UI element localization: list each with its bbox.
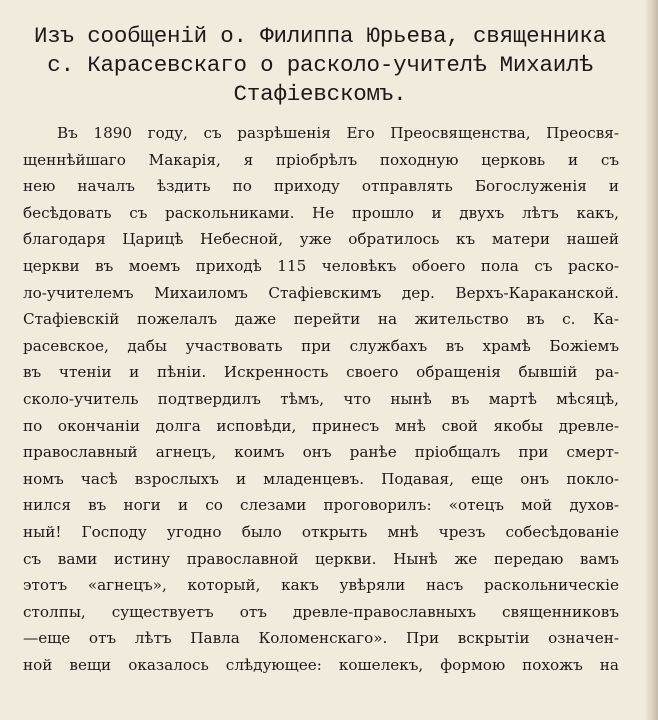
title-line: Стафіевскомъ.: [233, 81, 407, 107]
body-line: въ чтеніи и пѣніи. Искренность своего обращенія бывшій ра-: [23, 363, 619, 382]
body-line: по окончаніи долга исповѣди, принесъ мнѣ свой якобы древле-: [23, 416, 619, 435]
body-line: —еще отъ лѣтъ Павла Коломенскаго». При вскрытіи означен-: [23, 629, 619, 648]
body-line: нею началъ ѣздить по приходу отправлять Богослуженія и: [23, 177, 619, 196]
body-line: благодаря Царицѣ Небесной, уже обратилось къ матери нашей: [23, 230, 619, 249]
body-line: ной вещи оказалось слѣдующее: кошелекъ, формою похожъ на: [23, 655, 619, 674]
body-line: бесѣдовать съ раскольниками. Не прошло и двухъ лѣтъ какъ,: [23, 203, 619, 222]
body-line: ло-учителемъ Михаиломъ Стафіевскимъ дер. Верхъ-Караканской.: [23, 283, 619, 302]
body-line: расевское, дабы участвовать при службахъ въ храмѣ Божіемъ: [23, 336, 619, 355]
body-line: Въ 1890 году, съ разрѣшенія Его Преосвященства, Преосвя-: [57, 124, 619, 142]
body-line: съ вами истину православной церкви. Нынѣ же передаю вамъ: [23, 549, 619, 568]
body-line: Стафіевскій пожелалъ даже перейти на жительство въ с. Ка-: [23, 310, 619, 329]
body-line: столпы, существуетъ отъ древле-православныхъ священниковъ: [23, 602, 619, 621]
body-line: ный! Господу угодно было открыть мнѣ чрезъ собесѣдованіе: [23, 522, 619, 541]
body-line: номъ часѣ взрослыхъ и младенцевъ. Подавая, еще онъ покло-: [23, 469, 619, 488]
body-line: щеннѣйшаго Макарія, я пріобрѣлъ походную церковь и съ: [23, 150, 619, 169]
body-line: этотъ «агнецъ», который, какъ увѣряли насъ раскольническіе: [23, 576, 619, 595]
body-line: сколо-учитель подтвердилъ тѣмъ, что нынѣ въ мартѣ мѣсяцѣ,: [23, 389, 619, 408]
document-title: [22, 22, 618, 109]
body-line: церкви въ моемъ приходѣ 115 человѣкъ обоего пола съ раско-: [23, 256, 619, 275]
title-line: с. Карасевскаго о расколо-учителѣ Михаилѣ: [47, 52, 593, 78]
body-line: православный агнецъ, коимъ онъ ранѣе пріобщалъ при смерт-: [23, 443, 619, 462]
body-line: нился въ ноги и со слезами проговорилъ: «отецъ мой духов-: [23, 496, 619, 515]
title-line: Изъ сообщеній о. Филиппа Юрьева, священника: [34, 23, 606, 49]
page-edge-shadow: [644, 0, 658, 720]
body-text: [23, 120, 619, 678]
